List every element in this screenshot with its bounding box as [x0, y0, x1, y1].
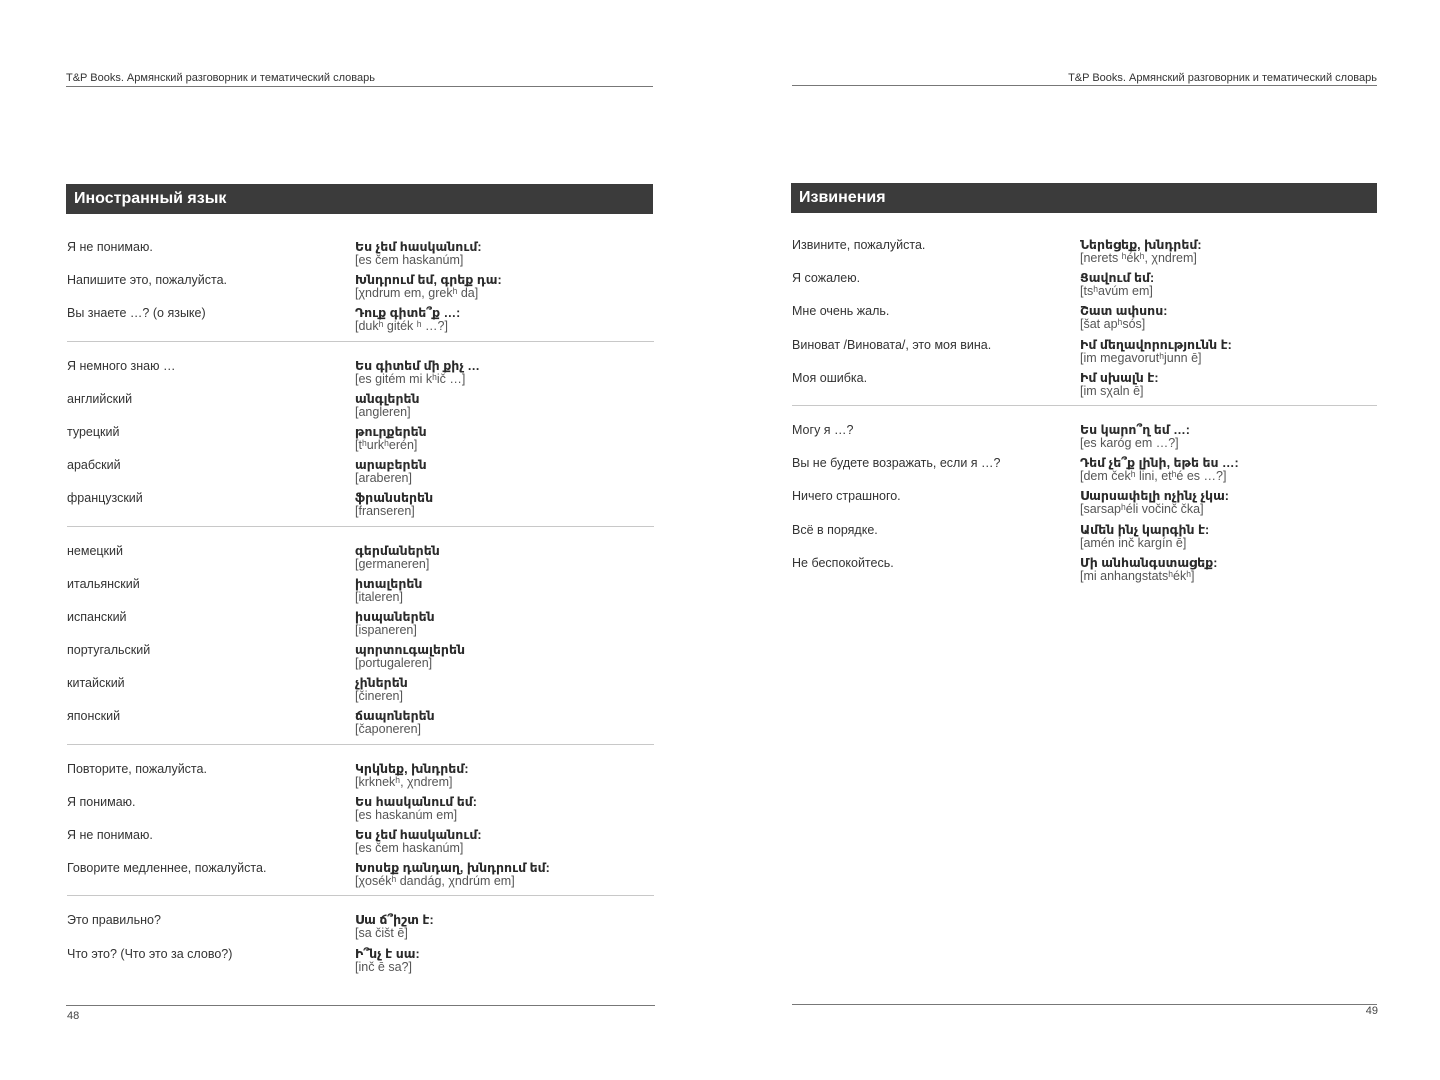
transcription: [čineren] — [355, 689, 403, 704]
phrase-list — [792, 235, 1377, 586]
transcription: [portugaleren] — [355, 656, 433, 671]
transcription: [mi anhangstatsʰékʰ] — [1080, 568, 1195, 583]
transcription: [krknekʰ, χndrem] — [355, 774, 453, 789]
russian-phrase: Извините, пожалуйста. — [792, 238, 926, 252]
phrase-row — [67, 455, 654, 488]
transcription: [dukʰ giték ʰ …?] — [355, 319, 448, 334]
phrase-row — [67, 488, 654, 521]
phrase-row — [67, 858, 654, 891]
running-header: T&P Books. Армянский разговорник и тематический словарь — [1068, 72, 1377, 84]
phrase-row — [792, 301, 1377, 334]
transcription: [amén inč kargín ē] — [1080, 535, 1187, 550]
transcription: [es čem haskanúm] — [355, 253, 464, 267]
transcription: [im megavorutʰjunn ē] — [1080, 350, 1202, 365]
phrase-row — [67, 422, 654, 455]
armenian-phrase: Կրկնեք, խնդրեմ: — [355, 761, 469, 776]
armenian-phrase: Մի անհանգստացեք: — [1080, 555, 1218, 570]
russian-phrase: немецкий — [67, 543, 123, 558]
transcription: [čaponeren] — [355, 722, 422, 737]
armenian-phrase: Խոսեք դանդաղ, խնդրում եմ: — [355, 861, 550, 876]
phrase-group — [67, 895, 654, 976]
right-page — [720, 0, 1440, 1080]
russian-phrase: английский — [67, 391, 133, 406]
armenian-phrase: ճապոներեն — [355, 709, 435, 724]
transcription: [nerets ʰékʰ, χndrem] — [1080, 251, 1197, 265]
phrase-group — [67, 341, 654, 522]
armenian-phrase: ֆրանսերեն — [355, 491, 434, 506]
russian-phrase: японский — [67, 709, 121, 724]
phrase-row — [792, 520, 1377, 553]
phrase-row — [67, 759, 654, 792]
transcription: [im sχaln ē] — [1080, 383, 1144, 398]
russian-phrase: французский — [67, 491, 143, 506]
transcription: [franseren] — [355, 504, 415, 519]
russian-phrase: испанский — [67, 609, 127, 624]
phrase-row — [792, 553, 1377, 586]
phrase-row — [792, 235, 1377, 268]
phrase-row — [67, 825, 654, 858]
running-header: T&P Books. Армянский разговорник и тематический словарь — [66, 72, 375, 84]
phrase-row — [67, 640, 654, 673]
russian-phrase: Мне очень жаль. — [792, 304, 890, 319]
phrase-row — [67, 237, 654, 270]
armenian-phrase: Դեմ չե՞ք լինի, եթե ես …: — [1080, 456, 1239, 471]
phrase-row — [792, 335, 1377, 368]
russian-phrase: Могу я …? — [792, 422, 854, 437]
russian-phrase: Я сожалею. — [792, 271, 861, 286]
russian-phrase: Виноват /Виновата/, это моя вина. — [792, 337, 992, 352]
transcription: [χndrum em, grekʰ da] — [355, 286, 479, 301]
transcription: [es karóg em …?] — [1080, 435, 1179, 450]
russian-phrase: Что это? (Что это за слово?) — [67, 946, 233, 961]
transcription: [italeren] — [355, 589, 403, 604]
phrase-group — [67, 526, 654, 740]
armenian-phrase: Ես չեմ հասկանում: — [355, 240, 482, 254]
armenian-phrase: արաբերեն — [355, 458, 427, 473]
armenian-phrase: Սարսափելի ոչինչ չկա: — [1080, 489, 1229, 504]
armenian-phrase: Ես կարո՞ղ եմ …: — [1080, 422, 1190, 437]
armenian-phrase: Դուք գիտե՞ք …: — [355, 306, 461, 321]
phrase-group — [67, 237, 654, 337]
phrase-row — [67, 356, 654, 389]
header-rule — [792, 85, 1377, 86]
russian-phrase: арабский — [67, 458, 121, 473]
phrase-group — [792, 235, 1377, 401]
page-number: 48 — [67, 1010, 80, 1022]
armenian-phrase: Ես գիտեմ մի քիչ … — [355, 358, 480, 373]
russian-phrase: Говорите медленнее, пожалуйста. — [67, 861, 267, 876]
phrase-row — [67, 910, 654, 943]
transcription: [araberen] — [355, 471, 412, 486]
phrase-row — [67, 792, 654, 825]
transcription: [ispaneren] — [355, 622, 417, 637]
armenian-phrase: պորտուգալերեն — [355, 643, 465, 658]
russian-phrase: китайский — [67, 676, 125, 691]
page-number: 49 — [1365, 1005, 1378, 1017]
armenian-phrase: չիներեն — [355, 676, 408, 691]
transcription: [tʰurkʰerén] — [355, 437, 418, 452]
transcription: [es haskanúm em] — [355, 807, 458, 822]
transcription: [germaneren] — [355, 556, 430, 571]
russian-phrase: Всё в порядке. — [792, 522, 878, 537]
russian-phrase: Я немного знаю … — [67, 358, 176, 373]
phrase-row — [792, 486, 1377, 519]
header-rule — [66, 86, 653, 87]
phrase-row — [67, 673, 654, 706]
armenian-phrase: Իմ մեղավորությունն է: — [1080, 337, 1232, 352]
armenian-phrase: Ներեցեք, խնդրեմ: — [1080, 238, 1202, 252]
russian-phrase: Напишите это, пожалуйста. — [67, 273, 228, 288]
transcription: [es gitém mi kʰič …] — [355, 371, 466, 386]
armenian-phrase: թուրքերեն — [355, 424, 427, 439]
phrase-group — [792, 405, 1377, 586]
armenian-phrase: Իմ սխալն է: — [1080, 370, 1159, 385]
armenian-phrase: Սա ճ՞իշտ է: — [355, 913, 434, 928]
phrase-row — [67, 574, 654, 607]
armenian-phrase: Ցավում եմ: — [1080, 271, 1155, 286]
transcription: [sa čišt ē] — [355, 926, 408, 941]
phrase-row — [67, 270, 654, 303]
armenian-phrase: իտալերեն — [355, 576, 423, 591]
russian-phrase: Не беспокойтесь. — [792, 555, 894, 570]
phrase-row — [792, 453, 1377, 486]
armenian-phrase: Ամեն ինչ կարգին է: — [1080, 522, 1210, 537]
footer-rule — [66, 1005, 655, 1006]
transcription: [angleren] — [355, 404, 411, 419]
transcription: [tsʰavúm em] — [1080, 284, 1153, 299]
russian-phrase: португальский — [67, 643, 151, 658]
russian-phrase: Это правильно? — [67, 913, 161, 928]
phrase-row — [67, 706, 654, 739]
armenian-phrase: Ես հասկանում եմ: — [355, 794, 477, 809]
phrase-row — [67, 607, 654, 640]
transcription: [sarsapʰéli vočinč čka] — [1080, 502, 1204, 517]
armenian-phrase: Շատ ափսոս: — [1080, 304, 1168, 319]
transcription: [es čem haskanúm] — [355, 841, 464, 855]
russian-phrase: Моя ошибка. — [792, 370, 868, 385]
transcription: [dem čekʰ lini, etʰé es …?] — [1080, 469, 1227, 484]
phrase-group — [67, 744, 654, 892]
armenian-phrase: Ես չեմ հասկանում: — [355, 828, 482, 842]
footer-rule — [792, 1004, 1377, 1005]
russian-phrase: Я понимаю. — [67, 794, 136, 809]
phrase-row — [67, 389, 654, 422]
armenian-phrase: գերմաներեն — [355, 543, 440, 558]
russian-phrase: Ничего страшного. — [792, 489, 901, 504]
russian-phrase: Я не понимаю. — [67, 828, 153, 842]
armenian-phrase: Խնդրում եմ, գրեք դա: — [355, 273, 502, 288]
section-title: Иностранный язык — [66, 184, 653, 214]
phrase-row — [792, 268, 1377, 301]
phrase-row — [67, 944, 654, 977]
phrase-list — [67, 237, 654, 977]
phrase-row — [67, 541, 654, 574]
russian-phrase: турецкий — [67, 424, 120, 439]
transcription: [χosékʰ dandág, χndrúm em] — [355, 874, 515, 889]
russian-phrase: Повторите, пожалуйста. — [67, 761, 207, 776]
russian-phrase: Вы не будете возражать, если я …? — [792, 456, 1001, 471]
russian-phrase: Я не понимаю. — [67, 240, 153, 254]
section-title: Извинения — [791, 183, 1377, 213]
armenian-phrase: Ի՞նչ է սա: — [355, 946, 420, 961]
russian-phrase: Вы знаете …? (о языке) — [67, 306, 206, 321]
phrase-row — [792, 368, 1377, 401]
armenian-phrase: անգլերեն — [355, 391, 420, 406]
russian-phrase: итальянский — [67, 576, 140, 591]
transcription: [šat apʰsós] — [1080, 317, 1146, 332]
phrase-row — [67, 303, 654, 336]
transcription: [inč ē sa?] — [355, 959, 412, 974]
phrase-row — [792, 420, 1377, 453]
armenian-phrase: իսպաներեն — [355, 609, 435, 624]
